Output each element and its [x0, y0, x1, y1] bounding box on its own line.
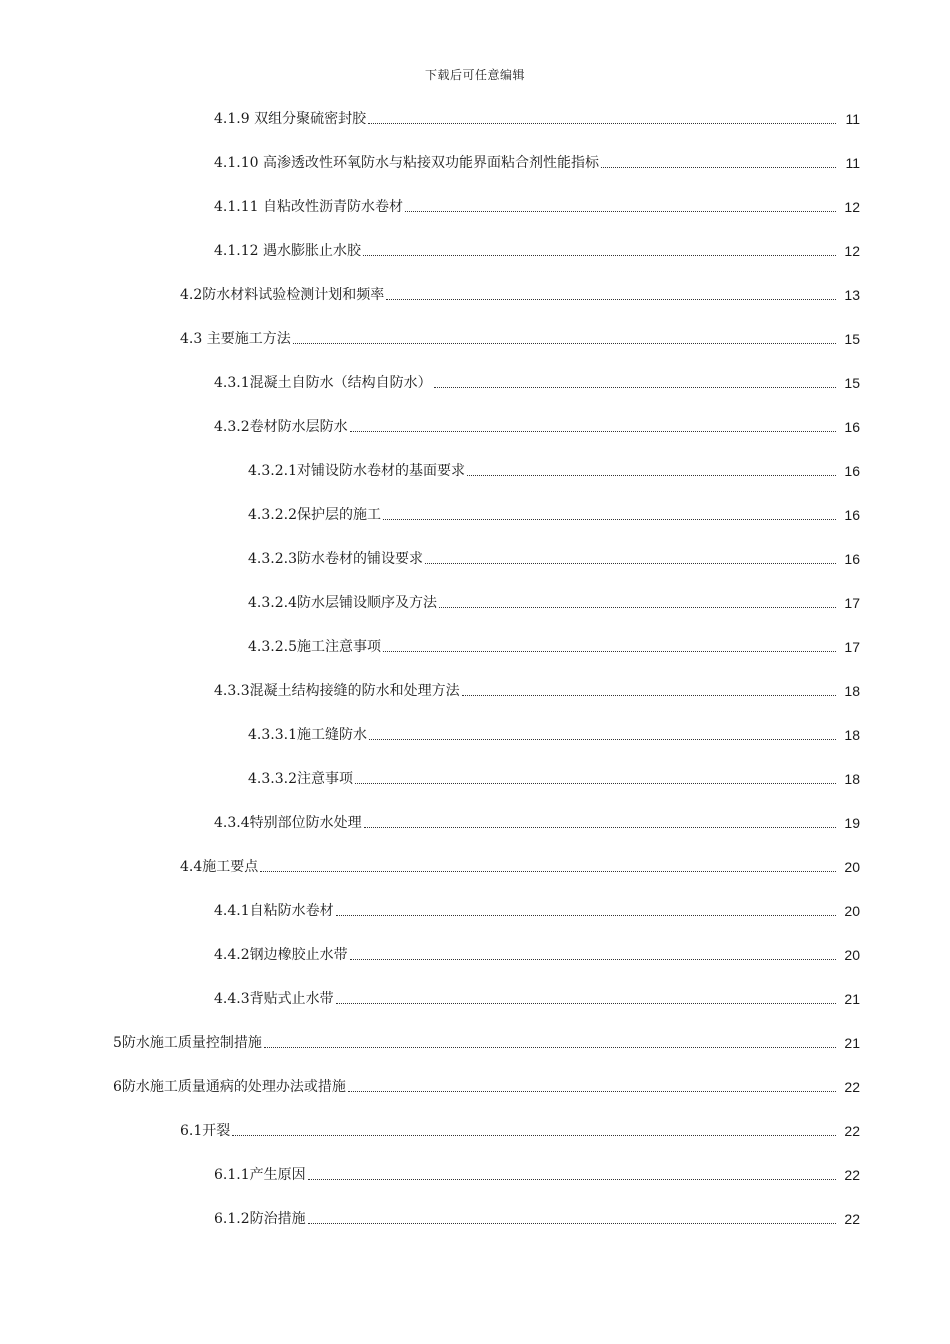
toc-entry-title: 4.3.2.1对铺设防水卷材的基面要求 — [248, 463, 465, 479]
toc-dot-leader — [232, 1135, 836, 1136]
toc-dot-leader — [336, 1003, 836, 1004]
toc-entry-page-number: 17 — [844, 595, 860, 611]
toc-dot-leader — [293, 343, 836, 344]
toc-entry-title: 4.3.2卷材防水层防水 — [214, 419, 348, 435]
toc-entry-page-number: 11 — [845, 111, 860, 127]
toc-entry[interactable] — [214, 1206, 860, 1228]
toc-entry[interactable] — [214, 238, 860, 260]
toc-entry[interactable] — [180, 282, 860, 304]
toc-dot-leader — [336, 915, 836, 916]
toc-dot-leader — [350, 431, 836, 432]
toc-entry-page-number: 20 — [844, 947, 860, 963]
toc-entry[interactable] — [248, 590, 860, 612]
toc-entry-title: 4.4.3背贴式止水带 — [214, 991, 334, 1007]
toc-entry-page-number: 18 — [844, 727, 860, 743]
toc-dot-leader — [383, 651, 836, 652]
toc-dot-leader — [363, 255, 836, 256]
toc-entry-page-number: 13 — [844, 287, 860, 303]
toc-dot-leader — [350, 959, 836, 960]
toc-entry-title: 4.3.4特别部位防水处理 — [214, 815, 362, 831]
toc-entry-page-number: 16 — [844, 507, 860, 523]
toc-entry[interactable] — [214, 194, 860, 216]
toc-entry[interactable] — [248, 546, 860, 568]
toc-entry-title: 4.4.1自粘防水卷材 — [214, 903, 334, 919]
toc-entry-title: 4.2防水材料试验检测计划和频率 — [180, 287, 385, 303]
toc-entry[interactable] — [113, 1074, 860, 1096]
toc-entry-title: 4.3 主要施工方法 — [180, 331, 291, 347]
toc-dot-leader — [364, 827, 836, 828]
toc-entry-title: 4.3.3.2注意事项 — [248, 771, 353, 787]
toc-dot-leader — [425, 563, 836, 564]
toc-entry[interactable] — [180, 326, 860, 348]
toc-entry[interactable] — [214, 986, 860, 1008]
toc-entry-page-number: 17 — [844, 639, 860, 655]
toc-entry[interactable] — [180, 854, 860, 876]
toc-entry[interactable] — [248, 722, 860, 744]
toc-entry[interactable] — [248, 766, 860, 788]
toc-dot-leader — [260, 871, 836, 872]
toc-entry-page-number: 12 — [844, 199, 860, 215]
toc-entry[interactable] — [214, 1162, 860, 1184]
toc-entry-page-number: 18 — [844, 683, 860, 699]
toc-dot-leader — [386, 299, 836, 300]
toc-entry[interactable] — [214, 414, 860, 436]
toc-dot-leader — [467, 475, 836, 476]
toc-dot-leader — [308, 1223, 836, 1224]
toc-dot-leader — [405, 211, 836, 212]
toc-entry-title: 4.4.2钢边橡胶止水带 — [214, 947, 348, 963]
toc-entry[interactable] — [248, 502, 860, 524]
toc-entry[interactable] — [180, 1118, 860, 1140]
toc-entry-title: 5防水施工质量控制措施 — [113, 1035, 262, 1051]
toc-entry-title: 4.1.12 遇水膨胀止水胶 — [214, 243, 361, 259]
toc-entry-title: 4.3.1混凝土自防水（结构自防水） — [214, 375, 432, 391]
toc-entry[interactable] — [214, 810, 860, 832]
toc-entry-title: 6.1.2防治措施 — [214, 1211, 306, 1227]
toc-entry-title: 6.1开裂 — [180, 1123, 231, 1139]
toc-entry-page-number: 22 — [844, 1079, 860, 1095]
toc-entry-title: 4.1.10 高渗透改性环氧防水与粘接双功能界面粘合剂性能指标 — [214, 155, 599, 171]
toc-entry-page-number: 16 — [844, 551, 860, 567]
toc-entry-title: 4.3.3.1施工缝防水 — [248, 727, 367, 743]
toc-entry-page-number: 20 — [844, 903, 860, 919]
toc-entry[interactable] — [214, 150, 860, 172]
toc-dot-leader — [355, 783, 836, 784]
toc-entry-page-number: 18 — [844, 771, 860, 787]
toc-entry-title: 6.1.1产生原因 — [214, 1167, 306, 1183]
toc-entry-title: 4.3.2.3防水卷材的铺设要求 — [248, 551, 423, 567]
toc-entry-page-number: 19 — [844, 815, 860, 831]
toc-entry-title: 4.4施工要点 — [180, 859, 259, 875]
toc-dot-leader — [369, 739, 836, 740]
toc-entry[interactable] — [214, 678, 860, 700]
toc-entry-page-number: 21 — [844, 1035, 860, 1051]
toc-entry-title: 6防水施工质量通病的处理办法或措施 — [113, 1079, 346, 1095]
toc-dot-leader — [601, 167, 836, 168]
toc-entry-page-number: 22 — [844, 1211, 860, 1227]
toc-entry-page-number: 22 — [844, 1167, 860, 1183]
toc-entry-page-number: 15 — [844, 331, 860, 347]
toc-dot-leader — [462, 695, 836, 696]
toc-entry-title: 4.3.2.2保护层的施工 — [248, 507, 381, 523]
toc-entry-title: 4.1.11 自粘改性沥青防水卷材 — [214, 199, 403, 215]
toc-dot-leader — [348, 1091, 836, 1092]
toc-entry[interactable] — [248, 634, 860, 656]
toc-entry-page-number: 22 — [844, 1123, 860, 1139]
toc-entry[interactable] — [214, 942, 860, 964]
toc-dot-leader — [383, 519, 836, 520]
toc-entry-title: 4.3.2.4防水层铺设顺序及方法 — [248, 595, 437, 611]
toc-entry[interactable] — [113, 1030, 860, 1052]
toc-entry[interactable] — [214, 106, 860, 128]
toc-entry-title: 4.1.9 双组分聚硫密封胶 — [214, 111, 367, 127]
toc-dot-leader — [264, 1047, 836, 1048]
toc-entry[interactable] — [248, 458, 860, 480]
toc-entry-page-number: 21 — [844, 991, 860, 1007]
toc-entry[interactable] — [214, 898, 860, 920]
toc-entry[interactable] — [214, 370, 860, 392]
toc-dot-leader — [308, 1179, 836, 1180]
toc-entry-page-number: 20 — [844, 859, 860, 875]
toc-entry-page-number: 11 — [845, 155, 860, 171]
toc-entry-title: 4.3.2.5施工注意事项 — [248, 639, 381, 655]
toc-entry-page-number: 16 — [844, 419, 860, 435]
toc-dot-leader — [434, 387, 836, 388]
toc-entry-page-number: 12 — [844, 243, 860, 259]
toc-dot-leader — [368, 123, 836, 124]
toc-entry-page-number: 16 — [844, 463, 860, 479]
page-header: 下载后可任意编辑 — [424, 68, 525, 82]
toc-dot-leader — [439, 607, 836, 608]
toc-entry-title: 4.3.3混凝土结构接缝的防水和处理方法 — [214, 683, 460, 699]
toc-entry-page-number: 15 — [844, 375, 860, 391]
